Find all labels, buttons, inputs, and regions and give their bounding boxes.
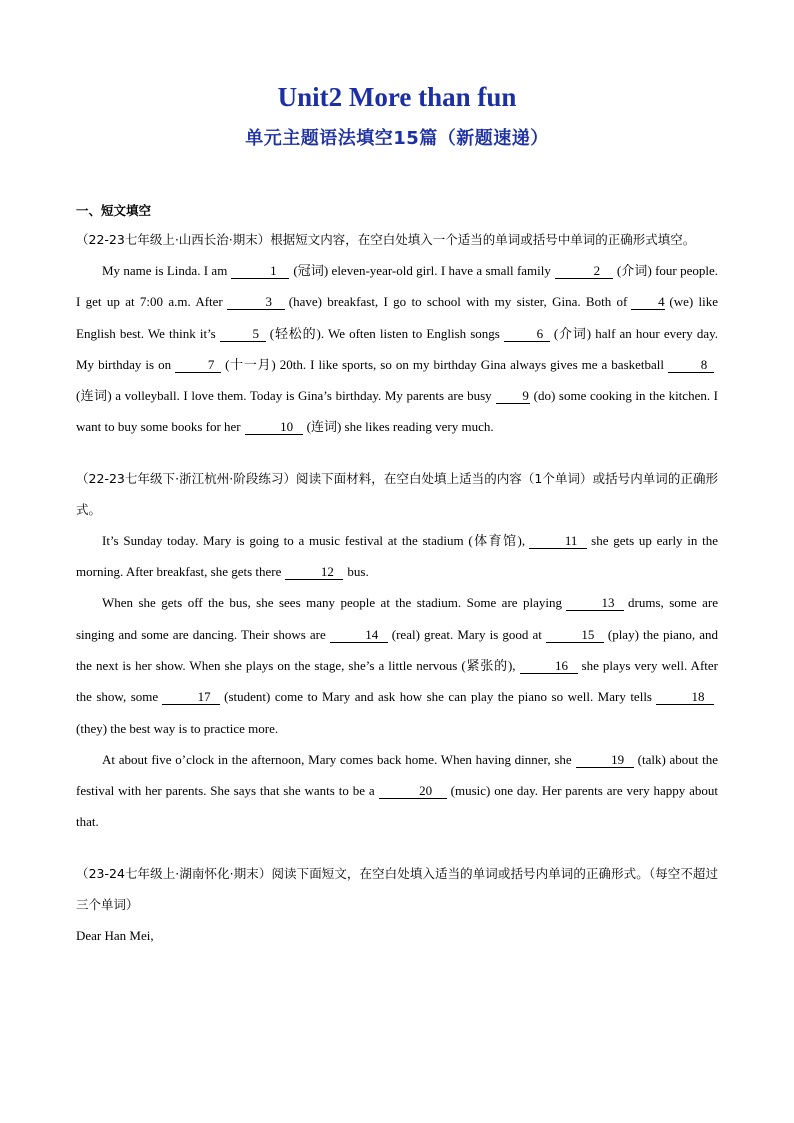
passage1-text-segment: (十一月) 20th. I like sports, so on my birthday Gina always gives me a basketball — [225, 356, 664, 372]
passage2-text-segment: (music) one day. Her parents are very happy about that. — [76, 783, 718, 830]
passage1-instruction: （22-23七年级上·山西长治·期末）根据短文内容，在空白处填入一个适当的单词或括号中单词的正确形式填空。 — [76, 232, 696, 247]
letter-greeting: Dear Han Mei, — [76, 927, 154, 943]
passage1-text-segment: (介词) half an hour every day. My birthday is on — [76, 325, 719, 372]
passage2-instruction: （22-23七年级下·浙江杭州·阶段练习）阅读下面材料，在空白处填上适当的内容（1个单词）或括号内单词的正确形式。 — [76, 470, 718, 517]
blank-1: 1 — [231, 263, 289, 279]
passage2-text-segment: (real) great. Mary is good at — [391, 626, 542, 642]
page-subtitle: 单元主题语法填空15篇（新题速递） — [245, 128, 549, 149]
blank-20: 20 — [379, 783, 447, 799]
blank-3: 3 — [227, 294, 285, 310]
passage2-text-segment: (talk) about the festival with her parents. She says that she wants to be a — [76, 751, 719, 799]
passage1-text-segment: (连词) a volleyball. I love them. Today is Gina’s birthday. My parents are busy — [76, 388, 492, 404]
passage1-text-segment: My name is Linda. I am — [102, 263, 228, 278]
blank-9: 9 — [496, 388, 530, 404]
section-heading: 一、短文填空 — [76, 203, 152, 218]
blank-15: 15 — [546, 627, 604, 643]
blank-11: 11 — [529, 533, 587, 549]
passage2-text-segment: she gets up early in the morning. After breakfast, she gets there — [76, 532, 718, 580]
passage1-text-segment: (do) some cooking in the kitchen. I want to buy some books for her — [76, 388, 718, 435]
passage1-text-segment: (介词) four people. I get up at 7:00 a.m. After — [76, 263, 718, 310]
passage2-text-segment: It’s Sunday today. Mary is going to a music festival at the stadium (体育馆), — [102, 532, 526, 548]
passage2-text-segment: When she gets off the bus, she sees many people at the stadium. Some are playing — [102, 595, 563, 611]
passage2-text-segment: At about five o’clock in the afternoon, Mary comes back home. When having dinner, she — [102, 751, 572, 767]
passage1-text-segment: (连词) she likes reading very much. — [306, 419, 494, 435]
passage1-text-segment: (冠词) eleven-year-old girl. I have a small family — [293, 263, 551, 278]
passage2-text-segment: bus. — [347, 564, 369, 580]
document-body — [76, 198, 718, 951]
passage1-text-segment: (轻松的). We often listen to English songs — [269, 325, 500, 341]
blank-8: 8 — [668, 357, 714, 373]
passage2-paragraph-3 — [76, 744, 718, 838]
passage2-paragraph-1 — [76, 525, 718, 588]
blank-6: 6 — [504, 326, 550, 342]
passage2-paragraph-2 — [76, 587, 718, 743]
blank-17: 17 — [162, 689, 220, 705]
passage1-text-segment: (we) like English best. We think it’s — [76, 294, 718, 341]
passage2-text-segment: drums, some are singing and some are dancing. Their shows are — [76, 595, 718, 642]
blank-12: 12 — [285, 564, 343, 580]
blank-19: 19 — [576, 752, 634, 768]
blank-2: 2 — [555, 263, 613, 279]
blank-7: 7 — [175, 357, 221, 373]
blank-18: 18 — [656, 689, 714, 705]
blank-14: 14 — [330, 627, 388, 643]
passage2-text-segment: (student) come to Mary and ask how she can play the piano so well. Mary tells — [224, 689, 652, 705]
passage2-text-segment: (play) the piano, and the next is her show. When she plays on the stage, she’s a little nervous (紧张的), — [76, 626, 718, 673]
passage2-text-segment: she plays very well. After the show, some — [76, 657, 718, 705]
blank-16: 16 — [520, 658, 578, 674]
passage3-instruction: （23-24七年级上·湖南怀化·期末）阅读下面短文，在空白处填入适当的单词或括号内单词的正确形式。（每空不超过三个单词） — [76, 865, 718, 912]
passage1-text-segment: (have) breakfast, I go to school with my sister, Gina. Both of — [288, 294, 628, 310]
passage1-text — [76, 255, 718, 443]
blank-5: 5 — [220, 326, 266, 342]
passage2-text-segment: (they) the best way is to practice more. — [76, 720, 279, 736]
page-title: Unit2 More than fun — [277, 82, 517, 112]
blank-13: 13 — [566, 595, 624, 611]
blank-4: 4 — [631, 294, 665, 310]
blank-10: 10 — [245, 419, 303, 435]
